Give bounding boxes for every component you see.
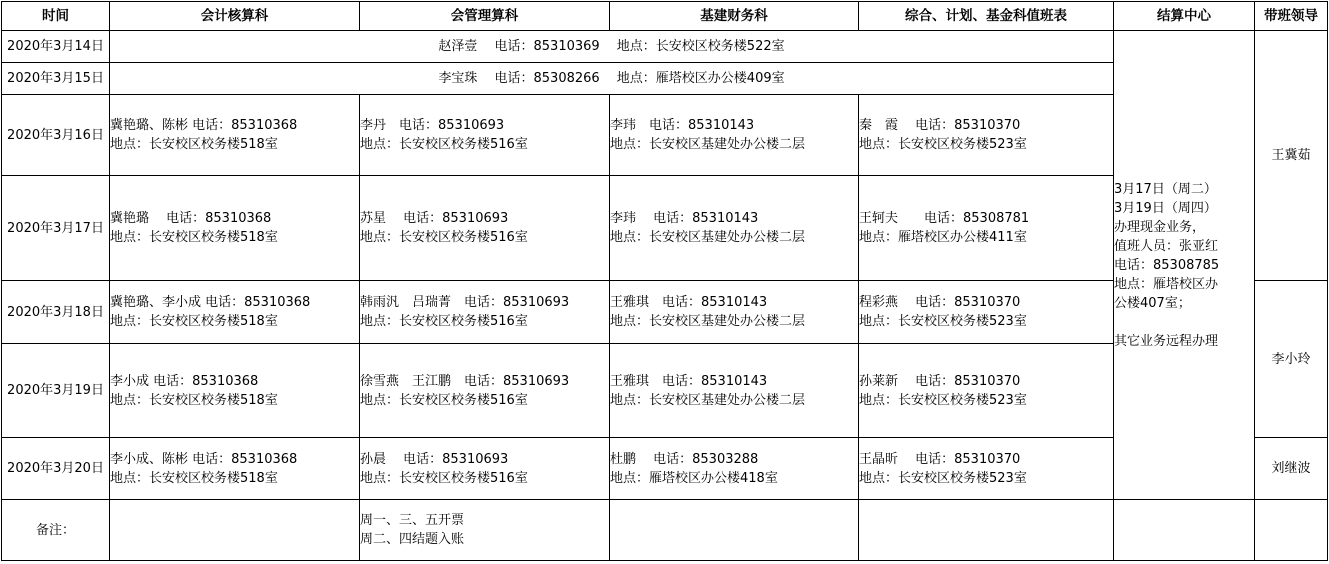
settlement-line: 值班人员：张亚红 xyxy=(1114,238,1219,254)
note-row xyxy=(2,500,1328,561)
duty-cell xyxy=(610,344,859,438)
duty-cell xyxy=(110,344,360,438)
duty-contact: 李小成、陈彬 电话：85310368 xyxy=(110,451,298,467)
duty-cell xyxy=(859,176,1114,281)
duty-contact: 杜鹏 电话：85303288 xyxy=(610,451,759,467)
note-empty-cell xyxy=(1255,500,1328,561)
duty-cell xyxy=(360,176,610,281)
date-cell: 2020年3月17日 xyxy=(2,176,110,281)
duty-contact: 韩雨汎 吕瑞菁 电话：85310693 xyxy=(360,295,570,310)
duty-cell xyxy=(610,438,859,500)
duty-location: 地点：长安校区校务楼518室 xyxy=(110,392,278,408)
header-leader: 带班领导 xyxy=(1255,2,1328,31)
duty-location: 地点：长安校区校务楼518室 xyxy=(110,230,278,245)
duty-location: 地点：长安校区校务楼523室 xyxy=(859,392,1027,408)
duty-location: 地点：长安校区校务楼516室 xyxy=(360,470,528,486)
date-cell: 2020年3月16日 xyxy=(2,95,110,176)
duty-location: 地点：长安校区校务楼523室 xyxy=(859,314,1027,329)
merged-duty-cell: 赵泽壹 电话：85310369 地点：长安校区校务楼522室 xyxy=(110,31,1114,63)
duty-contact: 冀艳璐、陈彬 电话：85310368 xyxy=(110,118,298,133)
merged-duty-cell: 李宝珠 电话：85308266 地点：雁塔校区办公楼409室 xyxy=(110,63,1114,95)
note-empty-cell xyxy=(1114,500,1255,561)
duty-contact: 王轲夫 电话：85308781 xyxy=(859,211,1030,226)
duty-location: 地点：雁塔校区办公楼411室 xyxy=(859,230,1027,245)
header-settlement: 结算中心 xyxy=(1114,2,1255,31)
header-accounting: 会计核算科 xyxy=(110,2,360,31)
duty-contact: 王晶昕 电话：85310370 xyxy=(859,451,1021,467)
duty-cell xyxy=(360,281,610,344)
duty-location: 地点：长安校区校务楼516室 xyxy=(360,392,528,408)
header-row xyxy=(2,2,1328,31)
duty-cell xyxy=(360,95,610,176)
duty-location: 地点：长安校区校务楼518室 xyxy=(110,137,278,152)
date-cell: 2020年3月18日 xyxy=(2,281,110,344)
duty-contact: 王雅琪 电话：85310143 xyxy=(610,295,768,310)
duty-contact: 秦 霞 电话：85310370 xyxy=(859,118,1021,133)
duty-location: 地点：长安校区校务楼518室 xyxy=(110,470,278,486)
duty-cell xyxy=(859,438,1114,500)
settlement-line xyxy=(1114,313,1254,332)
duty-location: 地点：长安校区校务楼523室 xyxy=(859,137,1027,152)
settlement-line: 地点：雁塔校区办 xyxy=(1114,276,1219,292)
duty-cell xyxy=(859,95,1114,176)
settlement-line: 办理现金业务， xyxy=(1114,219,1206,235)
duty-contact: 孙莱新 电话：85310370 xyxy=(859,373,1021,389)
duty-location: 地点：长安校区基建处办公楼二层 xyxy=(610,392,806,408)
duty-location: 地点：长安校区校务楼516室 xyxy=(360,137,528,152)
leader-cell: 王冀茹 xyxy=(1255,31,1328,281)
duty-contact: 冀艳璐、李小成 电话：85310368 xyxy=(110,295,311,310)
duty-location: 地点：长安校区校务楼523室 xyxy=(859,470,1027,486)
note-line: 周一、三、五开票 xyxy=(360,513,465,528)
settlement-center-cell xyxy=(1114,31,1255,500)
settlement-line: 电话：85308785 xyxy=(1114,257,1220,273)
date-cell: 2020年3月20日 xyxy=(2,438,110,500)
duty-cell xyxy=(110,95,360,176)
leader-cell: 李小玲 xyxy=(1255,281,1328,438)
settlement-line: 公楼407室； xyxy=(1114,295,1191,311)
header-general: 综合、计划、基金科值班表 xyxy=(859,2,1114,31)
note-line: 周二、四结题入账 xyxy=(360,532,465,547)
duty-location: 地点：长安校区基建处办公楼二层 xyxy=(610,137,806,152)
duty-cell xyxy=(360,438,610,500)
note-content xyxy=(360,500,610,561)
duty-cell xyxy=(610,281,859,344)
duty-location: 地点：雁塔校区办公楼418室 xyxy=(610,470,778,486)
duty-cell xyxy=(110,438,360,500)
duty-schedule-table xyxy=(1,1,1328,561)
note-label: 备注： xyxy=(2,500,110,561)
duty-cell xyxy=(110,176,360,281)
duty-contact: 李玮 电话：85310143 xyxy=(610,211,759,226)
duty-cell xyxy=(610,176,859,281)
duty-contact: 冀艳璐 电话：85310368 xyxy=(110,211,272,226)
duty-cell xyxy=(859,344,1114,438)
duty-contact: 王雅琪 电话：85310143 xyxy=(610,373,768,389)
duty-cell xyxy=(110,281,360,344)
duty-location: 地点：长安校区基建处办公楼二层 xyxy=(610,314,806,329)
leader-cell: 刘继波 xyxy=(1255,438,1328,500)
header-management: 会管理算科 xyxy=(360,2,610,31)
duty-contact: 徐雪燕 王江鹏 电话：85310693 xyxy=(360,373,570,389)
duty-location: 地点：长安校区校务楼516室 xyxy=(360,314,528,329)
note-empty-cell xyxy=(610,500,859,561)
settlement-line: 3月19日（周四） xyxy=(1114,200,1217,216)
duty-cell xyxy=(360,344,610,438)
duty-contact: 李小成 电话：85310368 xyxy=(110,373,259,389)
duty-location: 地点：长安校区校务楼518室 xyxy=(110,314,278,329)
duty-contact: 苏星 电话：85310693 xyxy=(360,211,509,226)
note-empty-cell xyxy=(859,500,1114,561)
duty-contact: 李玮 电话：85310143 xyxy=(610,118,755,133)
duty-location: 地点：长安校区基建处办公楼二层 xyxy=(610,230,806,245)
settlement-line: 3月17日（周二） xyxy=(1114,181,1217,197)
duty-cell xyxy=(610,95,859,176)
header-time: 时间 xyxy=(2,2,110,31)
duty-contact: 李丹 电话：85310693 xyxy=(360,118,505,133)
duty-contact: 程彩燕 电话：85310370 xyxy=(859,295,1021,310)
table-row xyxy=(2,31,1328,63)
note-empty-cell xyxy=(110,500,360,561)
date-cell: 2020年3月15日 xyxy=(2,63,110,95)
settlement-line: 其它业务远程办理 xyxy=(1114,333,1219,349)
date-cell: 2020年3月19日 xyxy=(2,344,110,438)
header-infrastructure: 基建财务科 xyxy=(610,2,859,31)
duty-cell xyxy=(859,281,1114,344)
date-cell: 2020年3月14日 xyxy=(2,31,110,63)
duty-location: 地点：长安校区校务楼516室 xyxy=(360,230,528,245)
duty-contact: 孙晨 电话：85310693 xyxy=(360,451,509,467)
